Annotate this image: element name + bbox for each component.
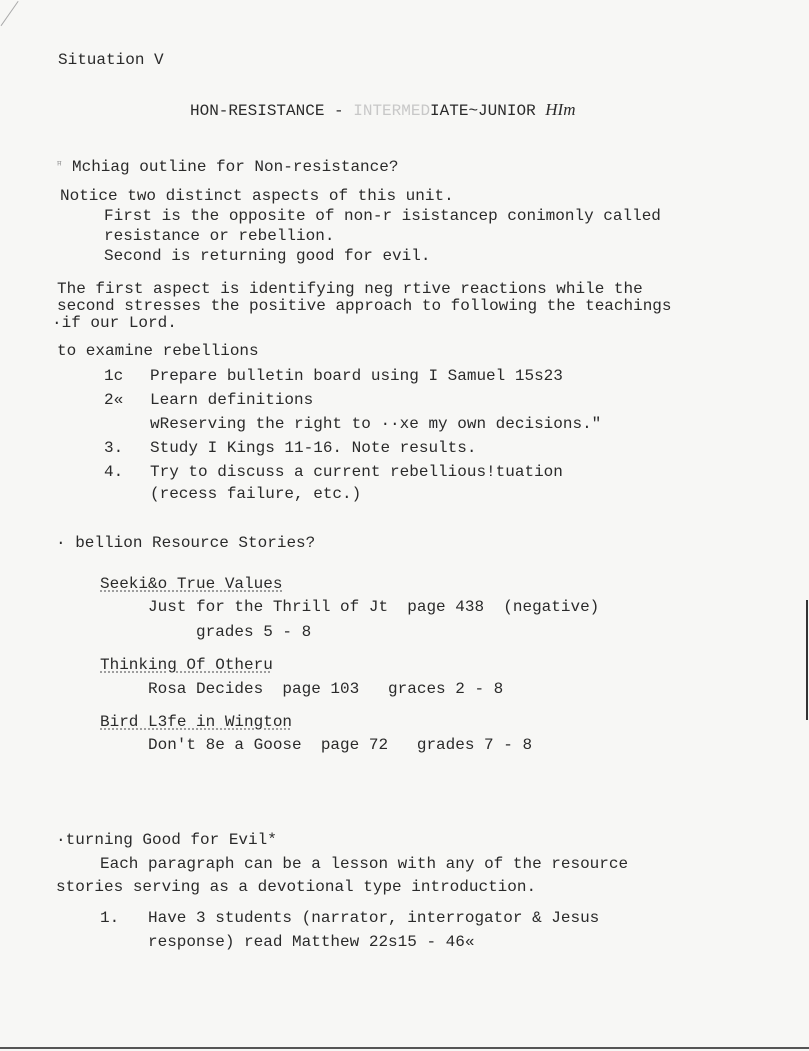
story-grades: grades 5 - 8: [196, 623, 312, 641]
list-item: Prepare bulletin board using I Samuel 15s23: [150, 367, 563, 385]
page-title: [190, 101, 575, 120]
page-edge-right: [806, 600, 808, 720]
story-line: Don't 8e a Goose page 72 grades 7 - 8: [148, 736, 533, 754]
item-number: 4.: [104, 463, 124, 481]
good-item-line-1: Have 3 students (narrator, interrogator & Jesus: [148, 909, 600, 927]
story-group-title: Seeki&o True Values: [100, 575, 283, 593]
story-line: Rosa Decides page 103 graces 2 - 8: [148, 680, 504, 698]
story-line: Just for the Thrill of Jt page 438 (negative): [148, 598, 600, 616]
rebellion-heading: to examine rebellions: [57, 342, 259, 360]
situation-label: Situation V: [58, 51, 164, 69]
page-edge-bottom: [0, 1047, 809, 1049]
list-item: Study I Kings 11-16. Note results.: [150, 439, 477, 457]
list-item: wReserving the right to ··xe my own decisions.": [150, 415, 602, 433]
good-paragraph-2: stories serving as a devotional type introduction.: [56, 878, 537, 896]
title-faded: INTERMED: [353, 102, 431, 120]
list-item: Learn definitions: [150, 391, 314, 409]
story-group-title: Bird L3fe in Wington: [100, 713, 293, 731]
item-number: 1c: [104, 367, 124, 385]
notice-line: Notice two distinct aspects of this unit.: [60, 187, 454, 205]
good-for-evil-heading: ·turning Good for Evil*: [56, 831, 277, 849]
item-number: 2«: [104, 391, 124, 409]
aspect-paragraph-1: The first aspect is identifying neg rtive reactions while the: [57, 280, 643, 298]
outline-marker: ꟸ: [56, 161, 63, 173]
title-initials: HIm: [545, 100, 576, 119]
good-item-line-2: response) read Matthew 22s15 - 46«: [148, 933, 475, 951]
item-number: 1.: [100, 909, 120, 927]
first-aspect-line-2: resistance or rebellion.: [104, 227, 335, 245]
aspect-paragraph-2: second stresses the positive approach to following the teachings: [57, 297, 672, 315]
list-item: (recess failure, etc.): [150, 485, 362, 503]
story-group-title: Thinking Of Otheru: [100, 656, 273, 674]
title-main: HON-RESISTANCE -: [190, 102, 354, 120]
title-rest: IATE~JUNIOR: [430, 102, 546, 120]
aspect-paragraph-3: ·if our Lord.: [52, 314, 177, 332]
stories-heading: · bellion Resource Stories?: [56, 534, 316, 552]
second-aspect-line: Second is returning good for evil.: [104, 247, 431, 265]
good-paragraph-1: Each paragraph can be a lesson with any of the resource: [100, 855, 629, 873]
item-number: 3.: [104, 439, 124, 457]
list-item: Try to discuss a current rebellious!tuation: [150, 463, 563, 481]
first-aspect-line-1: First is the opposite of non-r isistancep conimonly called: [104, 207, 661, 225]
scan-mark: [1, 1, 29, 33]
outline-heading: Mchiag outline for Non-resistance?: [72, 158, 399, 176]
